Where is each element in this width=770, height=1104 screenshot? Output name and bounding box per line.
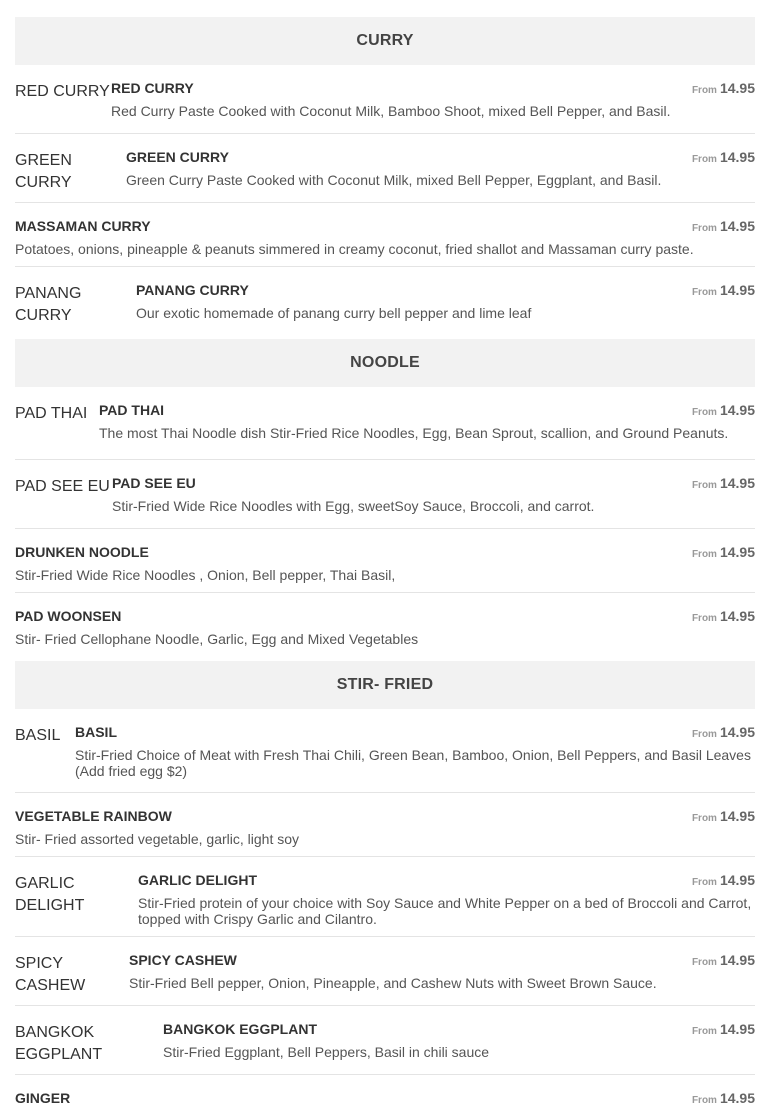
menu-item-green-curry[interactable]	[15, 134, 755, 203]
item-description: Stir-Fried Choice of Meat with Fresh Thai Chili, Green Bean, Bamboo, Onion, Bell Peppers, and Basil Leaves (Add fried egg $2)	[75, 747, 751, 779]
dish-image-placeholder[interactable]: PAD SEE EU	[15, 478, 110, 495]
menu-item-red-curry[interactable]	[15, 65, 755, 134]
from-label: From	[691, 957, 717, 968]
from-label: From	[691, 729, 717, 740]
from-label: From	[691, 613, 717, 624]
section-title: STIR- FRIED	[336, 676, 434, 693]
dish-image-placeholder[interactable]: GARLIC DELIGHT	[15, 875, 85, 914]
item-name[interactable]: PAD SEE EU	[112, 475, 196, 491]
menu-list	[15, 17, 755, 1104]
dish-image-placeholder[interactable]: PAD THAI	[15, 405, 88, 422]
from-label: From	[691, 407, 717, 418]
section-header-noodle	[15, 339, 755, 387]
from-label: From	[691, 480, 717, 491]
section-header-curry	[15, 17, 755, 65]
section-header-stir-fried	[15, 661, 755, 709]
menu-item-pad-thai[interactable]	[15, 387, 755, 460]
item-price: 14.95	[719, 544, 755, 560]
section-title: NOODLE	[350, 354, 420, 371]
item-price: 14.95	[719, 952, 755, 968]
from-label: From	[691, 85, 717, 96]
menu-item-drunken-noodle[interactable]	[15, 529, 755, 593]
menu-item-massaman-curry[interactable]	[15, 203, 755, 267]
item-description: Red Curry Paste Cooked with Coconut Milk, Bamboo Shoot, mixed Bell Pepper, and Basil.	[111, 103, 671, 119]
menu-item-basil[interactable]	[15, 709, 755, 793]
dish-image-placeholder[interactable]: GREEN CURRY	[15, 152, 72, 191]
item-name[interactable]: PAD WOONSEN	[15, 608, 122, 624]
item-price: 14.95	[719, 80, 755, 96]
item-price: 14.95	[719, 1090, 755, 1104]
item-price: 14.95	[719, 402, 755, 418]
item-name[interactable]: PAD THAI	[99, 402, 165, 418]
menu-item-panang-curry[interactable]	[15, 267, 755, 339]
from-label: From	[691, 223, 717, 234]
from-label: From	[691, 287, 717, 298]
item-description: Our exotic homemade of panang curry bell pepper and lime leaf	[136, 305, 532, 321]
menu-item-ginger[interactable]	[15, 1075, 755, 1104]
item-name[interactable]: BASIL	[75, 724, 117, 740]
menu-item-vegetable-rainbow[interactable]	[15, 793, 755, 857]
item-description: Stir-Fried Bell pepper, Onion, Pineapple, and Cashew Nuts with Sweet Brown Sauce.	[129, 975, 657, 991]
item-description: Stir- Fried assorted vegetable, garlic, light soy	[15, 831, 300, 847]
item-description: Potatoes, onions, pineapple & peanuts simmered in creamy coconut, fried shallot and Massaman curry paste.	[15, 241, 694, 257]
item-name[interactable]: GARLIC DELIGHT	[138, 872, 257, 888]
item-price: 14.95	[719, 149, 755, 165]
item-price: 14.95	[719, 808, 755, 824]
from-label: From	[691, 877, 717, 888]
item-price: 14.95	[719, 608, 755, 624]
dish-image-placeholder[interactable]: RED CURRY	[15, 83, 110, 100]
item-name[interactable]: PANANG CURRY	[136, 282, 249, 298]
dish-image-placeholder[interactable]: PANANG CURRY	[15, 285, 82, 324]
dish-image-placeholder[interactable]: SPICY CASHEW	[15, 955, 86, 994]
menu-item-bangkok-eggplant[interactable]	[15, 1006, 755, 1075]
item-price: 14.95	[719, 1021, 755, 1037]
item-name[interactable]: BANGKOK EGGPLANT	[163, 1021, 317, 1037]
item-name[interactable]: SPICY CASHEW	[129, 952, 237, 968]
from-label: From	[691, 549, 717, 560]
item-name[interactable]: VEGETABLE RAINBOW	[15, 808, 172, 824]
item-price: 14.95	[719, 282, 755, 298]
from-label: From	[691, 154, 717, 165]
item-description: The most Thai Noodle dish Stir-Fried Rice Noodles, Egg, Bean Sprout, scallion, and Ground Peanuts.	[99, 425, 729, 441]
item-description: Stir-Fried protein of your choice with Soy Sauce and White Pepper on a bed of Broccoli and Carrot, topped with Crispy Garlic and Cilantro.	[138, 895, 752, 927]
item-name[interactable]: MASSAMAN CURRY	[15, 218, 151, 234]
from-label: From	[691, 813, 717, 824]
item-name[interactable]: RED CURRY	[111, 80, 194, 96]
item-name[interactable]: GINGER	[15, 1090, 71, 1104]
item-description: Stir-Fried Eggplant, Bell Peppers, Basil in chili sauce	[163, 1044, 490, 1060]
item-description: Green Curry Paste Cooked with Coconut Milk, mixed Bell Pepper, Eggplant, and Basil.	[126, 172, 662, 188]
from-label: From	[691, 1095, 717, 1104]
item-price: 14.95	[719, 724, 755, 740]
menu-item-pad-woonsen[interactable]	[15, 593, 755, 661]
menu-item-spicy-cashew[interactable]	[15, 937, 755, 1006]
section-title: CURRY	[356, 32, 414, 49]
item-name[interactable]: DRUNKEN NOODLE	[15, 544, 149, 560]
item-description: Stir-Fried Wide Rice Noodles , Onion, Bell pepper, Thai Basil,	[15, 567, 396, 583]
item-name[interactable]: GREEN CURRY	[126, 149, 229, 165]
dish-image-placeholder[interactable]: BASIL	[15, 727, 61, 744]
item-description: Stir- Fried Cellophane Noodle, Garlic, Egg and Mixed Vegetables	[15, 631, 419, 647]
menu-item-pad-see-eu[interactable]	[15, 460, 755, 529]
item-description: Stir-Fried Wide Rice Noodles with Egg, sweetSoy Sauce, Broccoli, and carrot.	[112, 498, 595, 514]
item-price: 14.95	[719, 872, 755, 888]
item-price: 14.95	[719, 218, 755, 234]
from-label: From	[691, 1026, 717, 1037]
item-price: 14.95	[719, 475, 755, 491]
menu-item-garlic-delight[interactable]	[15, 857, 755, 937]
dish-image-placeholder[interactable]: BANGKOK EGGPLANT	[15, 1024, 103, 1063]
